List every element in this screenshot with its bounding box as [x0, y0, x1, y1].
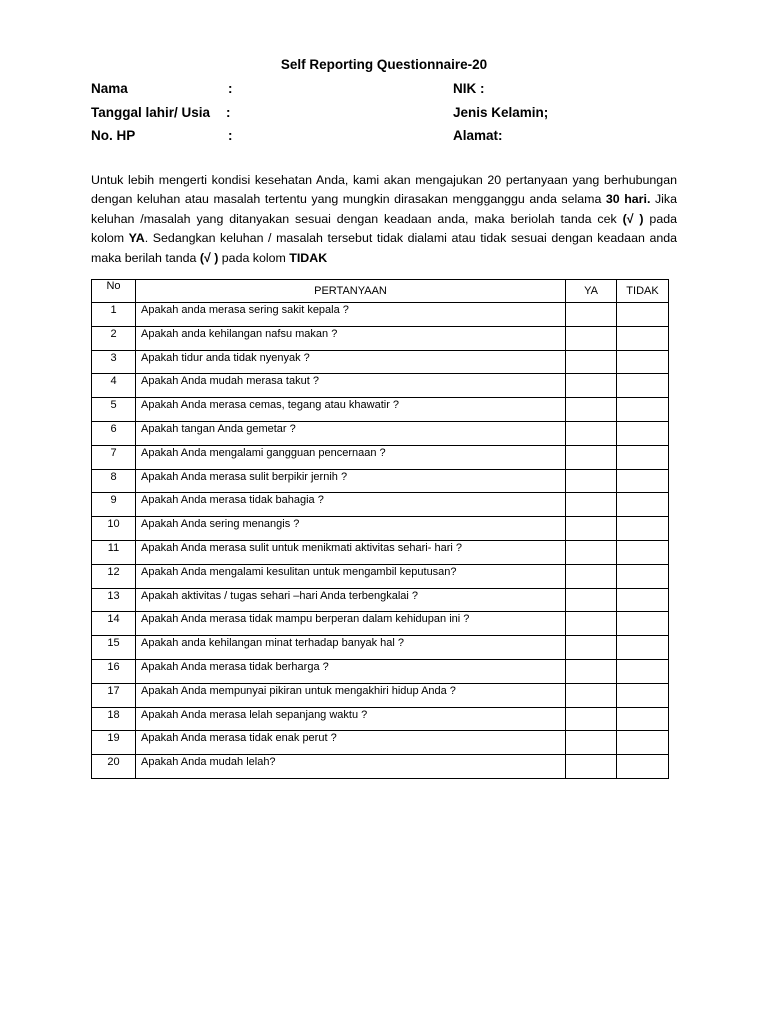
ya-answer-cell[interactable]	[566, 588, 617, 612]
question-label: Apakah Anda mempunyai pikiran untuk mengakhiri hidup Anda ?	[141, 684, 456, 697]
tidak-answer-cell[interactable]	[617, 303, 669, 327]
question-text	[136, 612, 566, 636]
ya-answer-cell[interactable]	[566, 659, 617, 683]
table-row	[92, 564, 669, 588]
question-label: Apakah Anda merasa sulit berpikir jernih ?	[141, 470, 348, 483]
table-row	[92, 517, 669, 541]
row-number	[92, 374, 136, 398]
tidak-answer-cell[interactable]	[617, 421, 669, 445]
ya-answer-cell[interactable]	[566, 350, 617, 374]
row-number-text: 12	[107, 565, 120, 578]
jenis-kelamin-label: Jenis Kelamin;	[453, 105, 549, 120]
intro-text-3: pada kolom	[91, 211, 677, 246]
intro-bold-30-hari: 30 hari.	[605, 192, 651, 207]
table-row	[92, 326, 669, 350]
row-number	[92, 564, 136, 588]
ya-answer-cell[interactable]	[566, 731, 617, 755]
row-number	[92, 683, 136, 707]
question-label: Apakah anda kehilangan nafsu makan ?	[141, 327, 338, 340]
tidak-answer-cell[interactable]	[617, 612, 669, 636]
header-tidak: TIDAK	[617, 280, 669, 303]
intro-bold-ya: YA	[128, 231, 145, 246]
tidak-answer-cell[interactable]	[617, 350, 669, 374]
question-text	[136, 350, 566, 374]
row-number-text: 15	[107, 637, 120, 650]
question-text	[136, 755, 566, 779]
tidak-answer-cell[interactable]	[617, 398, 669, 422]
table-row	[92, 636, 669, 660]
row-number-text: 8	[110, 470, 117, 483]
nik-label: NIK :	[453, 81, 485, 96]
question-text	[136, 636, 566, 660]
table-row	[92, 659, 669, 683]
row-number	[92, 659, 136, 683]
question-label: Apakah Anda mengalami gangguan pencernaan ?	[141, 446, 386, 459]
row-number	[92, 469, 136, 493]
row-number	[92, 493, 136, 517]
ya-answer-cell[interactable]	[566, 374, 617, 398]
question-text	[136, 517, 566, 541]
ya-answer-cell[interactable]	[566, 303, 617, 327]
row-number-text: 9	[110, 494, 117, 507]
ya-answer-cell[interactable]	[566, 398, 617, 422]
row-number-text: 2	[110, 327, 117, 340]
table-row	[92, 540, 669, 564]
question-text	[136, 445, 566, 469]
alamat-label: Alamat:	[453, 128, 503, 143]
question-label: Apakah Anda sering menangis ?	[141, 518, 300, 531]
question-text	[136, 374, 566, 398]
row-number	[92, 421, 136, 445]
row-number	[92, 303, 136, 327]
question-text	[136, 540, 566, 564]
question-label: Apakah Anda merasa tidak mampu berperan dalam kehidupan ini ?	[141, 613, 470, 626]
question-text	[136, 398, 566, 422]
row-number	[92, 350, 136, 374]
page-title: Self Reporting Questionnaire-20	[280, 57, 488, 72]
row-number	[92, 398, 136, 422]
question-label: Apakah aktivitas / tugas sehari –hari Anda terbengkalai ?	[141, 589, 419, 602]
row-number	[92, 445, 136, 469]
table-row	[92, 421, 669, 445]
question-label: Apakah Anda merasa sulit untuk menikmati aktivitas sehari- hari ?	[141, 541, 462, 554]
table-row	[92, 350, 669, 374]
table-row	[92, 731, 669, 755]
row-number-text: 16	[107, 660, 120, 673]
row-number-text: 3	[110, 351, 117, 364]
question-text	[136, 469, 566, 493]
tanggal-lahir-colon: :	[226, 105, 231, 120]
row-number-text: 5	[110, 399, 117, 412]
table-row	[92, 303, 669, 327]
ya-answer-cell[interactable]	[566, 636, 617, 660]
question-label: Apakah anda kehilangan minat terhadap banyak hal ?	[141, 637, 404, 650]
tidak-answer-cell[interactable]	[617, 707, 669, 731]
tidak-answer-cell[interactable]	[617, 731, 669, 755]
table-row	[92, 683, 669, 707]
tidak-answer-cell[interactable]	[617, 636, 669, 660]
question-label: Apakah tidur anda tidak nyenyak ?	[141, 351, 310, 364]
table-row	[92, 469, 669, 493]
table-row	[92, 398, 669, 422]
ya-answer-cell[interactable]	[566, 540, 617, 564]
tanggal-lahir-label: Tanggal lahir/ Usia	[91, 105, 211, 120]
table-row	[92, 374, 669, 398]
ya-answer-cell[interactable]	[566, 564, 617, 588]
intro-bold-check-2: (√ )	[199, 250, 219, 265]
tidak-answer-cell[interactable]	[617, 659, 669, 683]
intro-text-2: Jika keluhan /masalah yang ditanyakan sesuai dengan keadaan anda, maka beriolah tanda cek	[91, 192, 677, 226]
tidak-answer-cell[interactable]	[617, 469, 669, 493]
tidak-answer-cell[interactable]	[617, 588, 669, 612]
row-number	[92, 731, 136, 755]
question-label: Apakah tangan Anda gemetar ?	[141, 422, 296, 435]
header-pertanyaan: PERTANYAAN	[136, 280, 566, 303]
row-number-text: 10	[107, 518, 120, 531]
question-label: Apakah Anda mudah merasa takut ?	[141, 375, 319, 388]
row-number-text: 6	[110, 422, 117, 435]
no-hp-label: No. HP	[91, 128, 136, 143]
tidak-answer-cell[interactable]	[617, 517, 669, 541]
table-row	[92, 588, 669, 612]
row-number	[92, 517, 136, 541]
question-text	[136, 683, 566, 707]
question-text	[136, 659, 566, 683]
ya-answer-cell[interactable]	[566, 612, 617, 636]
nama-colon: :	[228, 81, 233, 96]
intro-bold-check-1: (√ )	[622, 211, 644, 226]
question-text	[136, 326, 566, 350]
ya-answer-cell[interactable]	[566, 755, 617, 779]
intro-text-4: . Sedangkan keluhan / masalah tersebut tidak dialami atau tidak sesuai dengan keadaan anda maka berilah tanda	[91, 231, 678, 265]
row-number	[92, 612, 136, 636]
question-label: Apakah Anda merasa lelah sepanjang waktu ?	[141, 708, 368, 721]
question-label: Apakah Anda mudah lelah?	[141, 756, 276, 769]
question-label: Apakah Anda merasa cemas, tegang atau khawatir ?	[141, 399, 400, 412]
tidak-answer-cell[interactable]	[617, 374, 669, 398]
row-number	[92, 588, 136, 612]
row-number-text: 1	[110, 304, 117, 316]
no-hp-colon: :	[228, 128, 233, 143]
nama-label: Nama	[91, 81, 128, 96]
row-number	[92, 636, 136, 660]
row-number-text: 4	[110, 375, 117, 388]
row-number-text: 17	[107, 684, 120, 697]
question-text	[136, 421, 566, 445]
question-label: Apakah Anda merasa tidak bahagia ?	[141, 494, 324, 507]
tidak-answer-cell[interactable]	[617, 445, 669, 469]
row-number-text: 13	[107, 589, 120, 602]
ya-answer-cell[interactable]	[566, 493, 617, 517]
tidak-answer-cell[interactable]	[617, 683, 669, 707]
row-number-text: 20	[107, 756, 120, 769]
row-number	[92, 540, 136, 564]
tidak-answer-cell[interactable]	[617, 326, 669, 350]
row-number	[92, 326, 136, 350]
row-number	[92, 755, 136, 779]
row-number	[92, 707, 136, 731]
intro-text-5: pada kolom	[218, 250, 290, 265]
question-text	[136, 731, 566, 755]
tidak-answer-cell[interactable]	[617, 493, 669, 517]
ya-answer-cell[interactable]	[566, 421, 617, 445]
header-ya: YA	[566, 280, 617, 303]
tidak-answer-cell[interactable]	[617, 564, 669, 588]
question-text	[136, 303, 566, 327]
ya-answer-cell[interactable]	[566, 445, 617, 469]
intro-text-1: Untuk lebih mengerti kondisi kesehatan Anda, kami akan mengajukan 20 pertanyaan yang berhubungan dengan keluhan atau masalah tertentu yang mungkin dirasakan mengganggu anda selama	[91, 173, 677, 207]
question-text	[136, 588, 566, 612]
table-row	[92, 445, 669, 469]
question-text	[136, 707, 566, 731]
table-row	[92, 612, 669, 636]
ya-answer-cell[interactable]	[566, 326, 617, 350]
row-number-text: 19	[107, 732, 120, 745]
tidak-answer-cell[interactable]	[617, 755, 669, 779]
intro-bold-tidak: TIDAK	[289, 250, 328, 265]
question-label: Apakah Anda merasa tidak enak perut ?	[141, 732, 337, 745]
row-number-text: 18	[107, 708, 120, 721]
header-no: No	[92, 280, 136, 303]
table-header-row	[92, 280, 669, 303]
row-number-text: 14	[107, 613, 120, 626]
table-row	[92, 755, 669, 779]
ya-answer-cell[interactable]	[566, 707, 617, 731]
ya-answer-cell[interactable]	[566, 517, 617, 541]
question-text	[136, 493, 566, 517]
row-number-text: 11	[107, 541, 120, 554]
table-row	[92, 493, 669, 517]
question-label: Apakah Anda merasa tidak berharga ?	[141, 660, 329, 673]
row-number-text: 7	[110, 446, 117, 459]
table-row	[92, 707, 669, 731]
instructions-paragraph	[91, 171, 677, 268]
question-label: Apakah Anda mengalami kesulitan untuk mengambil keputusan?	[141, 565, 457, 578]
question-label: Apakah anda merasa sering sakit kepala ?	[141, 304, 349, 316]
ya-answer-cell[interactable]	[566, 683, 617, 707]
ya-answer-cell[interactable]	[566, 469, 617, 493]
questionnaire-table	[91, 279, 669, 779]
question-text	[136, 564, 566, 588]
tidak-answer-cell[interactable]	[617, 540, 669, 564]
